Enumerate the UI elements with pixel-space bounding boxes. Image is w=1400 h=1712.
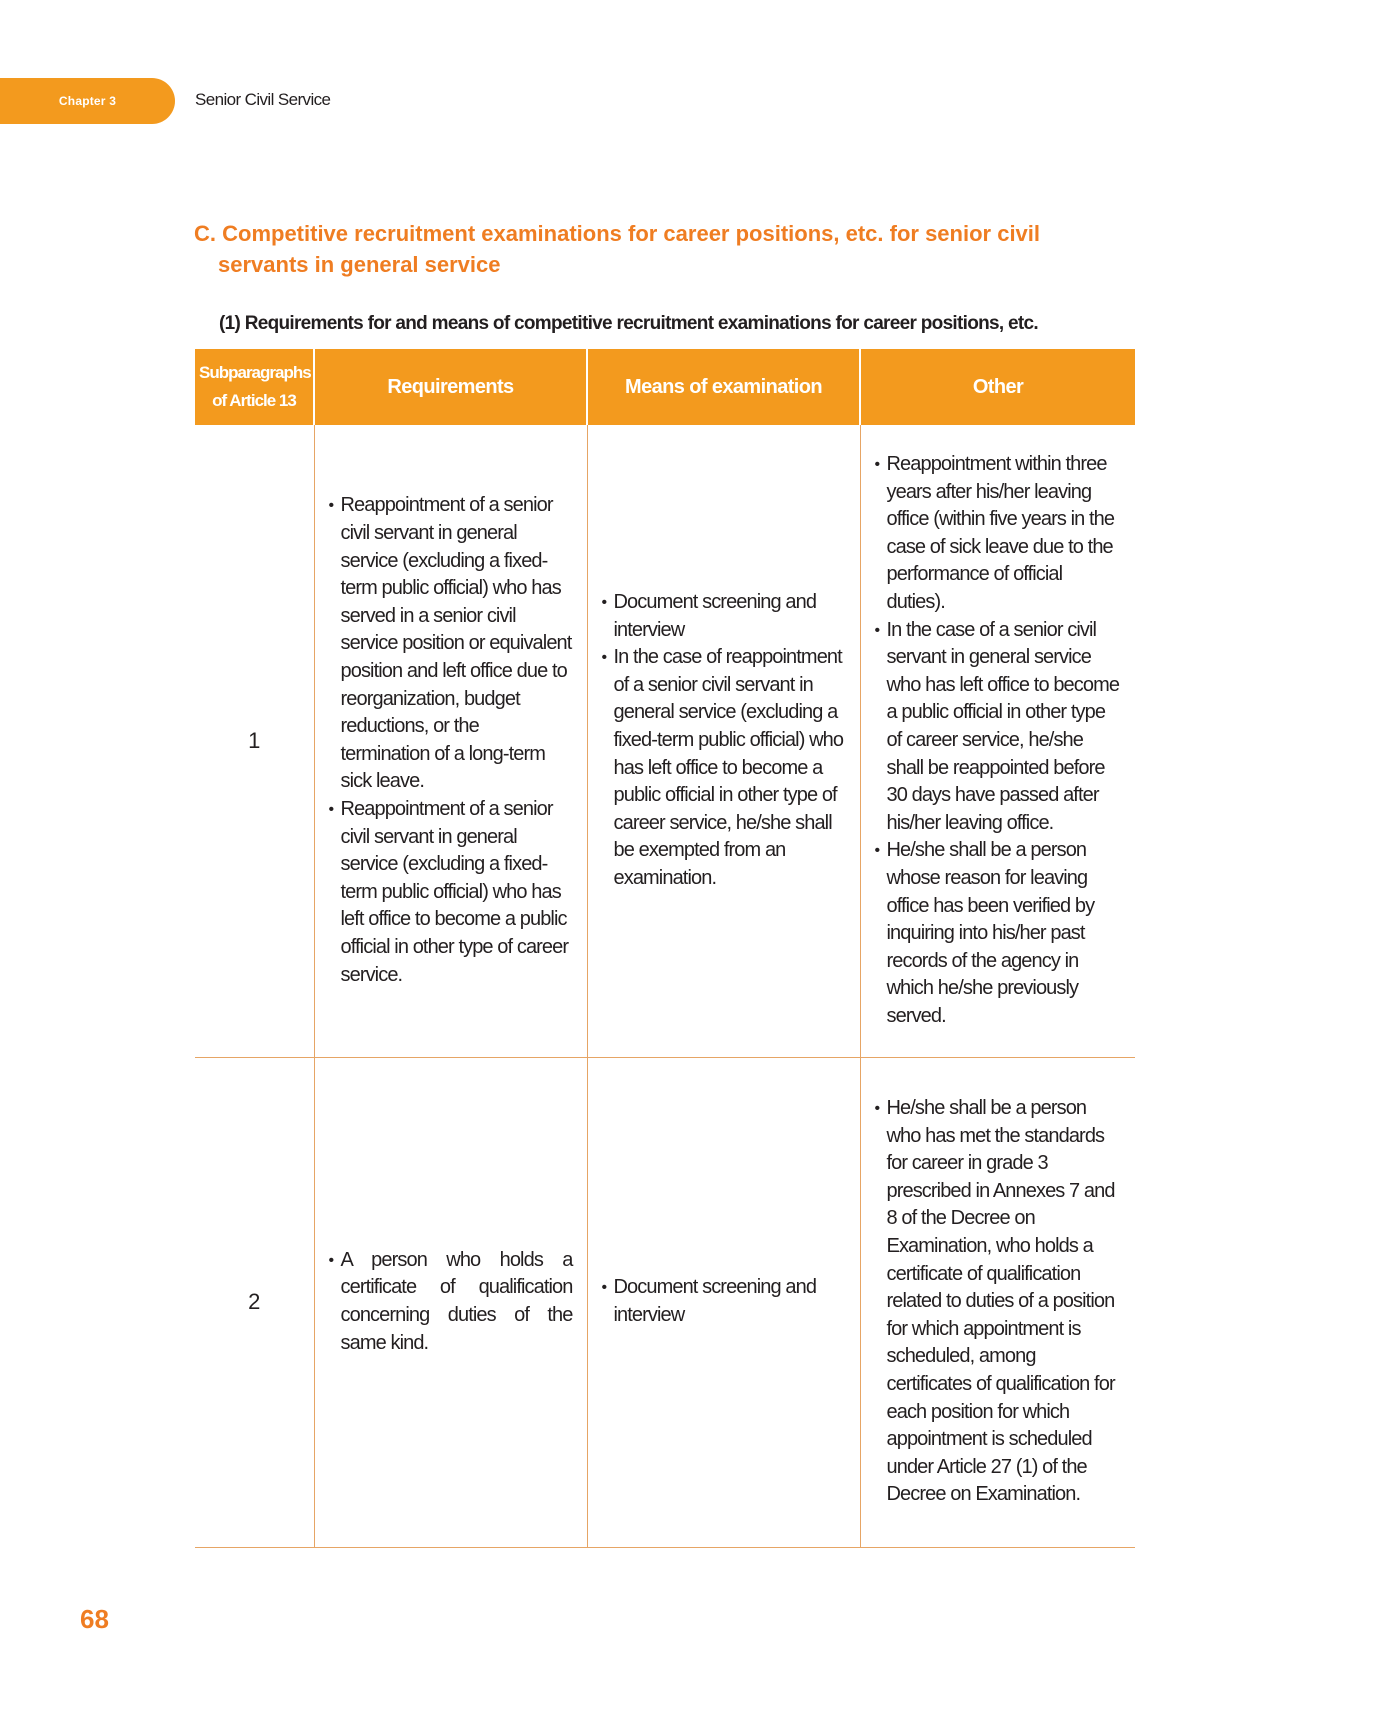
requirements-cell	[314, 425, 587, 1057]
means-list	[602, 1274, 846, 1329]
other-cell	[860, 1057, 1135, 1547]
table-caption: (1) Requirements for and means of competitive recruitment examinations for career positions, etc.	[219, 313, 1038, 334]
means-cell	[587, 1057, 860, 1547]
other-cell	[860, 425, 1135, 1057]
list-item: • Reappointment of a senior civil servant in general service (excluding a fixed-term public official) who has left office to become a public official in other type of career service.	[329, 796, 573, 989]
chapter-label: Chapter 3	[58, 94, 117, 108]
other-list	[875, 451, 1122, 1030]
requirements-list	[329, 492, 573, 989]
subparagraph-cell: 1	[195, 425, 314, 1057]
other-list	[875, 1095, 1122, 1509]
subparagraph-cell: 2	[195, 1057, 314, 1547]
means-list	[602, 589, 846, 893]
table-row	[195, 425, 1135, 1057]
column-header-requirements: Requirements	[314, 349, 587, 425]
chapter-tab	[0, 78, 175, 124]
page-number: 68	[80, 1604, 109, 1634]
table-header-row	[195, 349, 1135, 425]
requirements-list	[329, 1247, 573, 1357]
list-item: • Reappointment within three years after his/her leaving office (within five years in the case of sick leave due to the performance of official duties).	[875, 451, 1122, 617]
requirements-cell	[314, 1057, 587, 1547]
list-item: • A person who holds a certificate of qualification concerning duties of the same kind.	[329, 1247, 573, 1357]
list-item: • Document screening and interview	[602, 589, 846, 644]
column-header-subparagraph: Subparagraphs of Article 13	[195, 349, 314, 425]
list-item: • He/she shall be a person who has met the standards for career in grade 3 prescribed in Annexes 7 and 8 of the Decree on Examination, who holds a certificate of qualification related to duties of a position for which appointment is scheduled, among certificates of qualification for each position for which appointment is scheduled under Article 27 (1) of the Decree on Examination.	[875, 1095, 1122, 1509]
requirements-table	[195, 349, 1135, 1548]
list-item: • In the case of reappointment of a senior civil servant in general service (excluding a fixed-term public official) who has left office to become a public official in other type of career service, he/she shall be exempted from an examination.	[602, 644, 846, 892]
column-header-other: Other	[860, 349, 1135, 425]
list-item: • Document screening and interview	[602, 1274, 846, 1329]
section-heading: C. Competitive recruitment examinations for career positions, etc. for senior civil servants in general service	[194, 221, 1041, 277]
column-header-means: Means of examination	[587, 349, 860, 425]
means-cell	[587, 425, 860, 1057]
list-item: • He/she shall be a person whose reason for leaving office has been verified by inquiring into his/her past records of the agency in which he/she previously served.	[875, 837, 1122, 1030]
chapter-title: Senior Civil Service	[195, 90, 331, 109]
table-row	[195, 1057, 1135, 1547]
list-item: • Reappointment of a senior civil servant in general service (excluding a fixed-term public official) who has served in a senior civil service position or equivalent position and left office due to reorganization, budget reductions, or the termination of a long-term sick leave.	[329, 492, 573, 796]
list-item: • In the case of a senior civil servant in general service who has left office to become a public official in other type of career service, he/she shall be reappointed before 30 days have passed after his/her leaving office.	[875, 617, 1122, 838]
